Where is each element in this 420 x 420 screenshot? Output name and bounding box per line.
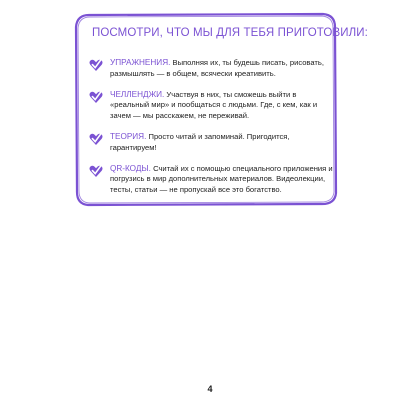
info-box [75, 13, 368, 206]
item-text [110, 132, 334, 154]
item-term: ЧЕЛЛЕНДЖИ. [110, 89, 165, 99]
page-number: 4 [207, 384, 213, 394]
item-term: УПРАЖНЕНИЯ. [110, 58, 171, 67]
box-heading: ПОСМОТРИ, ЧТО МЫ ДЛЯ ТЕБЯ ПРИГОТОВИЛИ: [92, 27, 368, 39]
item-text [110, 164, 334, 196]
list-item-qr-codes [89, 164, 334, 196]
list-item-theory [89, 132, 334, 154]
list-item-exercises [89, 58, 334, 80]
item-text [110, 58, 334, 80]
purple-heart-check-icon [89, 59, 103, 72]
purple-heart-check-icon [89, 133, 103, 146]
item-term: ТЕОРИЯ. [110, 131, 147, 141]
item-description: Считай их с помощью специального приложения и погрузись в мир дополнительных материалов. Видеолекции, тесты, статьи — не пропускай все это богатство. [110, 163, 333, 195]
list-item-challenges [89, 90, 334, 122]
item-description: Участвуя в них, ты сможешь выйти в «реальный мир» и пообщаться с людьми. Где, с кем, как и зачем — мы расскажем, не переживай. [110, 89, 318, 121]
item-text [110, 90, 334, 122]
purple-heart-check-icon [89, 91, 103, 104]
feature-list [89, 58, 334, 206]
item-term: QR-КОДЫ. [110, 163, 151, 173]
purple-heart-check-icon [89, 165, 103, 178]
item-description: Просто читай и запоминай. Пригодится, гарантируем! [110, 131, 290, 152]
item-description: Выполняя их, ты будешь писать, рисовать, размышлять — в общем, всячески креативить. [110, 58, 324, 78]
